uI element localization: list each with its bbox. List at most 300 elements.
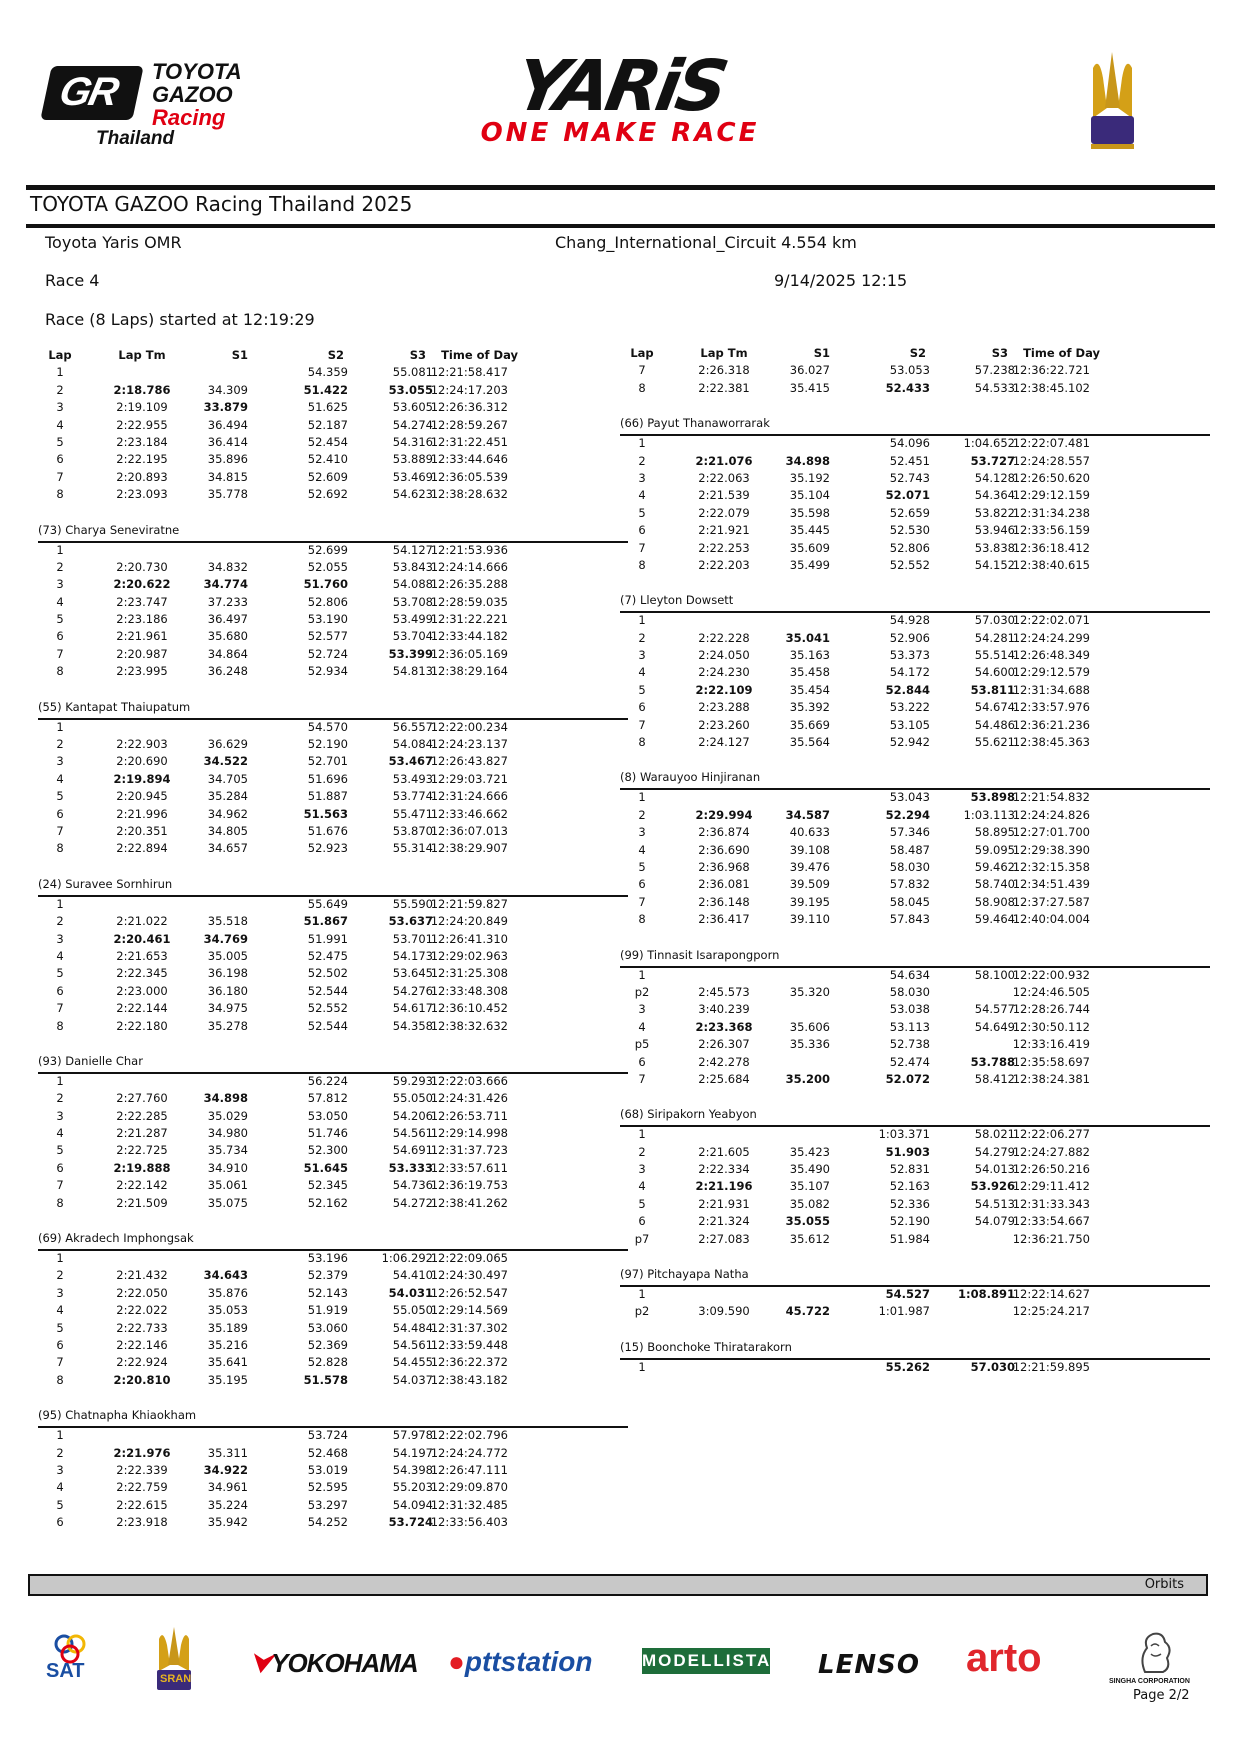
cell-time-of-day: 12:31:37.302	[430, 1320, 508, 1335]
cell-lap-tm: 2:21.076	[695, 453, 753, 468]
cell-time-of-day: 12:36:22.721	[1012, 363, 1090, 378]
cell-lap: 1	[638, 1359, 646, 1374]
cell-lap: 6	[56, 1160, 64, 1175]
cell-s2: 52.906	[889, 630, 930, 645]
cell-s2: 57.346	[889, 825, 930, 840]
cell-time-of-day: 12:22:14.627	[1012, 1287, 1090, 1302]
cell-lap-tm: 2:20.987	[116, 646, 168, 661]
cell-s3: 53.870	[392, 823, 433, 838]
cell-s1: 35.284	[207, 789, 248, 804]
page-title: TOYOTA GAZOO Racing Thailand 2025	[30, 192, 413, 216]
cell-lap: 7	[638, 540, 646, 555]
cell-s2: 57.812	[307, 1091, 348, 1106]
cell-lap-tm: 2:26.318	[698, 363, 750, 378]
cell-s2: 52.692	[307, 487, 348, 502]
cell-s3: 54.736	[392, 1178, 433, 1193]
cell-time-of-day: 12:24:14.666	[430, 559, 508, 574]
cell-lap-tm: 2:22.228	[698, 630, 750, 645]
cell-s2: 52.163	[889, 1179, 930, 1194]
cell-s3: 58.740	[974, 877, 1015, 892]
cell-time-of-day: 12:31:33.343	[1012, 1196, 1090, 1211]
cell-s2: 52.844	[885, 682, 930, 697]
cell-lap: 7	[56, 469, 64, 484]
lap-row	[38, 914, 628, 931]
cell-lap: 2	[56, 1445, 64, 1460]
cell-time-of-day: 12:26:53.711	[430, 1108, 508, 1123]
cell-s1: 45.722	[785, 1304, 830, 1319]
cell-time-of-day: 12:25:24.217	[1012, 1304, 1090, 1319]
cell-s3: 59.095	[974, 842, 1015, 857]
cell-s3: 54.128	[974, 470, 1015, 485]
lap-row	[38, 1019, 628, 1036]
cell-s2: 53.113	[889, 1019, 930, 1034]
cell-time-of-day: 12:36:21.236	[1012, 717, 1090, 732]
cell-lap: 4	[56, 1126, 64, 1141]
cell-lap-tm: 2:23.260	[698, 717, 750, 732]
cell-time-of-day: 12:22:09.065	[430, 1251, 508, 1266]
cell-lap: 4	[638, 1179, 646, 1194]
cell-time-of-day: 12:24:31.426	[430, 1091, 508, 1106]
cell-lap-tm: 2:21.605	[698, 1144, 750, 1159]
report-datetime: 9/14/2025 12:15	[774, 271, 908, 290]
cell-s2: 53.038	[889, 1002, 930, 1017]
cell-s1: 34.962	[207, 806, 248, 821]
cell-s1: 34.657	[207, 841, 248, 856]
cell-lap: 7	[638, 363, 646, 378]
cell-lap: 1	[638, 613, 646, 628]
cell-lap: 4	[638, 1019, 646, 1034]
cell-lap-tm: 2:23.747	[116, 594, 168, 609]
cell-lap-tm: 2:21.921	[698, 523, 750, 538]
cell-lap-tm: 2:20.893	[116, 469, 168, 484]
table-header-row	[38, 348, 628, 365]
column-header-s3: S3	[991, 346, 1008, 360]
cell-time-of-day: 12:24:46.505	[1012, 984, 1090, 999]
cell-s1: 35.200	[785, 1071, 830, 1086]
cell-lap: 3	[56, 1285, 64, 1300]
cell-s2: 53.222	[889, 700, 930, 715]
lap-row	[38, 543, 628, 560]
cell-time-of-day: 12:34:51.439	[1012, 877, 1090, 892]
cell-s1: 35.195	[207, 1372, 248, 1387]
cell-lap-tm: 2:20.690	[116, 754, 168, 769]
cell-time-of-day: 12:29:09.870	[430, 1480, 508, 1495]
cell-s3: 54.276	[392, 983, 433, 998]
cell-s3: 54.084	[392, 737, 433, 752]
cell-s2: 54.570	[307, 719, 348, 734]
cell-time-of-day: 12:26:52.547	[430, 1285, 508, 1300]
cell-s3: 54.410	[392, 1268, 433, 1283]
cell-time-of-day: 12:31:37.723	[430, 1143, 508, 1158]
lap-row	[620, 1360, 1210, 1377]
cell-lap-tm: 2:21.653	[116, 948, 168, 963]
lap-row	[38, 1515, 628, 1532]
cell-time-of-day: 12:33:48.308	[430, 983, 508, 998]
yaris-subtitle: ONE MAKE RACE	[480, 118, 760, 148]
cell-lap-tm: 2:23.093	[116, 487, 168, 502]
cell-s3: 54.513	[974, 1196, 1015, 1211]
cell-s3: 53.499	[392, 612, 433, 627]
cell-lap: 3	[56, 1108, 64, 1123]
cell-s3: 54.088	[392, 577, 433, 592]
cell-lap: 6	[56, 452, 64, 467]
lap-row	[38, 647, 628, 664]
cell-time-of-day: 12:22:06.277	[1012, 1127, 1090, 1142]
cell-s2: 52.369	[307, 1337, 348, 1352]
cell-lap: 8	[56, 1195, 64, 1210]
cell-lap: 4	[56, 948, 64, 963]
cell-lap: 2	[638, 1144, 646, 1159]
cell-time-of-day: 12:24:24.772	[430, 1445, 508, 1460]
cell-lap-tm: 2:22.180	[116, 1018, 168, 1033]
cell-s2: 51.696	[307, 771, 348, 786]
lap-row	[620, 436, 1210, 453]
cell-lap: 6	[56, 1337, 64, 1352]
cell-s2: 52.502	[307, 966, 348, 981]
cell-lap-tm: 2:24.230	[698, 665, 750, 680]
lenso-logo: LENSO	[818, 1650, 920, 1680]
cell-s3: 54.279	[974, 1144, 1015, 1159]
cell-s1: 34.864	[207, 646, 248, 661]
cell-lap: 1	[638, 967, 646, 982]
cell-time-of-day: 12:31:34.688	[1012, 682, 1090, 697]
cell-s2: 54.527	[885, 1287, 930, 1302]
cell-time-of-day: 12:26:48.349	[1012, 648, 1090, 663]
cell-s3: 54.316	[392, 434, 433, 449]
cell-s3: 55.621	[974, 735, 1015, 750]
cell-s3: 53.811	[970, 682, 1015, 697]
cell-s3: 59.462	[974, 859, 1015, 874]
cell-s2: 52.190	[307, 737, 348, 752]
table-header-row	[620, 346, 1210, 363]
cell-s2: 58.030	[889, 984, 930, 999]
cell-lap: 3	[56, 1462, 64, 1477]
cell-lap: 8	[638, 557, 646, 572]
cell-lap: 2	[56, 914, 64, 929]
cell-lap: 5	[56, 434, 64, 449]
yokohama-logo	[250, 1648, 418, 1680]
cell-s1: 36.494	[207, 417, 248, 432]
column-header-s3: S3	[409, 348, 426, 362]
cell-s3: 54.398	[392, 1462, 433, 1477]
cell-time-of-day: 12:21:53.936	[430, 542, 508, 557]
cell-time-of-day: 12:26:50.216	[1012, 1162, 1090, 1177]
cell-lap-tm: 2:22.334	[698, 1162, 750, 1177]
cell-time-of-day: 12:27:01.700	[1012, 825, 1090, 840]
cell-lap: 3	[638, 825, 646, 840]
cell-lap: 6	[56, 806, 64, 821]
cell-lap: 3	[56, 754, 64, 769]
cell-lap-tm: 2:20.461	[113, 931, 171, 946]
cell-time-of-day: 12:29:12.159	[1012, 488, 1090, 503]
cell-lap: 2	[56, 737, 64, 752]
cell-time-of-day: 12:21:58.417	[430, 365, 508, 380]
cell-time-of-day: 12:33:54.667	[1012, 1214, 1090, 1229]
cell-time-of-day: 12:33:56.403	[430, 1515, 508, 1530]
cell-s3: 54.013	[974, 1162, 1015, 1177]
cell-s2: 52.724	[307, 646, 348, 661]
cell-lap-tm: 2:45.573	[698, 984, 750, 999]
column-header-time-of-day: Time of Day	[1023, 346, 1100, 360]
cell-s3: 53.637	[388, 914, 433, 929]
cell-s2: 52.806	[889, 540, 930, 555]
cell-lap: 4	[638, 842, 646, 857]
cell-s2: 55.262	[885, 1359, 930, 1374]
cell-s3: 53.467	[388, 754, 433, 769]
cell-s2: 53.105	[889, 717, 930, 732]
cell-time-of-day: 12:33:16.419	[1012, 1037, 1090, 1052]
lap-row	[38, 789, 628, 806]
cell-lap-tm: 2:18.786	[113, 382, 171, 397]
gr-wordmark	[152, 60, 242, 129]
cell-lap-tm: 2:29.994	[695, 807, 753, 822]
cell-s2: 53.196	[307, 1251, 348, 1266]
lap-row	[38, 1373, 628, 1390]
cell-lap: 3	[638, 1162, 646, 1177]
cell-lap: 8	[638, 912, 646, 927]
cell-s1: 35.189	[207, 1320, 248, 1335]
cell-s2: 51.903	[885, 1144, 930, 1159]
cell-lap: 6	[638, 1214, 646, 1229]
cell-s1: 36.629	[207, 737, 248, 752]
cell-s2: 52.609	[307, 469, 348, 484]
yaris-title: YARiS	[509, 45, 731, 127]
lap-table-left	[38, 348, 628, 1532]
cell-lap: 1	[56, 1428, 64, 1443]
cell-time-of-day: 12:26:41.310	[430, 931, 508, 946]
driver-heading: (68) Siripakorn Yeabyon	[620, 1107, 757, 1122]
driver-heading: (73) Charya Seneviratne	[38, 522, 180, 537]
cell-lap: 1	[56, 1073, 64, 1088]
cell-lap: 8	[56, 841, 64, 856]
cell-s2: 52.552	[307, 1001, 348, 1016]
lap-row	[38, 1143, 628, 1160]
cell-s3: 53.946	[974, 523, 1015, 538]
cell-s1: 34.910	[207, 1160, 248, 1175]
cell-lap: 7	[56, 1001, 64, 1016]
cell-s3: 58.908	[974, 894, 1015, 909]
lap-row	[38, 1321, 628, 1338]
modellista-logo: MODELLISTA	[642, 1648, 770, 1674]
lap-row	[38, 754, 628, 771]
cell-time-of-day: 12:33:57.976	[1012, 700, 1090, 715]
cell-lap: 6	[638, 523, 646, 538]
lap-row	[38, 966, 628, 983]
lap-row	[620, 1162, 1210, 1179]
cell-s3: 54.079	[974, 1214, 1015, 1229]
cell-s2: 51.645	[303, 1160, 348, 1175]
cell-lap-tm: 2:36.874	[698, 825, 750, 840]
lap-row	[620, 895, 1210, 912]
column-header-s1: S1	[813, 346, 830, 360]
cell-s1: 35.598	[789, 505, 830, 520]
cell-s2: 52.552	[889, 557, 930, 572]
cell-s3: 54.173	[392, 948, 433, 963]
cell-s1: 34.309	[207, 382, 248, 397]
lap-row	[38, 595, 628, 612]
cell-lap-tm: 2:22.339	[116, 1462, 168, 1477]
cell-lap: p5	[634, 1037, 650, 1052]
cell-lap: 5	[56, 789, 64, 804]
cell-lap: 7	[638, 894, 646, 909]
cell-lap-tm: 2:21.287	[116, 1126, 168, 1141]
cell-s2: 1:01.987	[878, 1304, 930, 1319]
cell-s3: 57.238	[974, 363, 1015, 378]
cell-lap-tm: 2:21.509	[116, 1195, 168, 1210]
cell-s2: 53.190	[307, 612, 348, 627]
cell-lap: 6	[56, 983, 64, 998]
cell-s2: 52.433	[885, 380, 930, 395]
lap-row	[38, 949, 628, 966]
lap-row	[620, 1020, 1210, 1037]
lap-row	[38, 1303, 628, 1320]
cell-lap-tm: 2:36.081	[698, 877, 750, 892]
toyota-gazoo-racing-logo	[46, 58, 261, 148]
cell-s1: 35.609	[789, 540, 830, 555]
cell-s1: 35.320	[789, 984, 830, 999]
cell-time-of-day: 12:35:58.697	[1012, 1054, 1090, 1069]
cell-s1: 35.458	[789, 665, 830, 680]
arto-logo: arto	[966, 1636, 1042, 1680]
cell-time-of-day: 12:36:21.750	[1012, 1231, 1090, 1246]
class-name: Toyota Yaris OMR	[45, 233, 182, 252]
cell-lap: 1	[56, 719, 64, 734]
cell-s3: 58.100	[974, 967, 1015, 982]
cell-s1: 36.497	[207, 612, 248, 627]
cell-lap-tm: 2:22.345	[116, 966, 168, 981]
cell-time-of-day: 12:30:50.112	[1012, 1019, 1090, 1034]
cell-lap: 4	[56, 417, 64, 432]
cell-s3: 58.021	[974, 1127, 1015, 1142]
cell-lap: 7	[56, 823, 64, 838]
cell-lap: 2	[56, 382, 64, 397]
cell-lap-tm: 2:20.351	[116, 823, 168, 838]
footer-label: Orbits	[1144, 1577, 1184, 1592]
cell-lap: 2	[638, 807, 646, 822]
cell-time-of-day: 12:29:12.579	[1012, 665, 1090, 680]
lap-row	[620, 825, 1210, 842]
cell-lap-tm: 2:19.888	[113, 1160, 171, 1175]
cell-lap: 7	[638, 1071, 646, 1086]
cell-lap: 1	[56, 542, 64, 557]
cell-s2: 53.043	[889, 790, 930, 805]
lap-row	[38, 1161, 628, 1178]
cell-time-of-day: 12:29:03.721	[430, 771, 508, 786]
cell-s2: 52.806	[307, 594, 348, 609]
cell-lap-tm: 2:22.733	[116, 1320, 168, 1335]
driver-heading: (55) Kantapat Thaiupatum	[38, 699, 191, 714]
cell-s1: 35.669	[789, 717, 830, 732]
column-header-time-of-day: Time of Day	[441, 348, 518, 362]
cell-lap: 5	[56, 1320, 64, 1335]
cell-lap: 2	[638, 630, 646, 645]
cell-s3: 57.030	[970, 1359, 1015, 1374]
gr-mark: GR	[55, 70, 121, 114]
cell-s2: 54.634	[889, 967, 930, 982]
lap-row	[620, 843, 1210, 860]
cell-s3: 54.094	[392, 1497, 433, 1512]
cell-s2: 55.649	[307, 896, 348, 911]
cell-s2: 53.724	[307, 1428, 348, 1443]
gr-word-gazoo: GAZOO	[152, 82, 233, 107]
cell-s3: 59.464	[974, 912, 1015, 927]
cell-s1: 36.248	[207, 664, 248, 679]
cell-s1: 39.195	[789, 894, 830, 909]
cell-lap-tm: 2:22.146	[116, 1337, 168, 1352]
cell-s2: 52.072	[885, 1071, 930, 1086]
cell-s1: 34.769	[203, 931, 248, 946]
cell-s1: 35.680	[207, 629, 248, 644]
lap-row	[620, 1232, 1210, 1249]
cell-s3: 55.050	[392, 1091, 433, 1106]
lap-table-right	[620, 346, 1210, 1377]
race-start-info: Race (8 Laps) started at 12:19:29	[45, 310, 315, 329]
cell-s2: 53.050	[307, 1108, 348, 1123]
cell-s1: 35.606	[789, 1019, 830, 1034]
lap-row	[38, 1428, 628, 1445]
cell-s2: 56.224	[307, 1073, 348, 1088]
cell-lap: 3	[638, 470, 646, 485]
lap-row	[620, 613, 1210, 630]
cell-s3: 55.514	[974, 648, 1015, 663]
cell-s3: 57.978	[392, 1428, 433, 1443]
cell-s3: 54.455	[392, 1355, 433, 1370]
cell-time-of-day: 12:29:02.963	[430, 948, 508, 963]
cell-s3: 58.895	[974, 825, 1015, 840]
cell-s2: 52.187	[307, 417, 348, 432]
cell-s3: 55.050	[392, 1303, 433, 1318]
cell-lap: 1	[638, 436, 646, 451]
lap-row	[38, 487, 628, 504]
cell-time-of-day: 12:33:57.611	[430, 1160, 508, 1175]
race-name: Race 4	[45, 271, 100, 290]
lap-row	[38, 577, 628, 594]
cell-time-of-day: 12:32:15.358	[1012, 859, 1090, 874]
cell-lap: p2	[634, 984, 650, 999]
cell-s1: 35.499	[789, 557, 830, 572]
cell-s3: 53.926	[970, 1179, 1015, 1194]
lap-row	[620, 558, 1210, 575]
ptt-flame-icon: ●	[448, 1646, 465, 1677]
cell-time-of-day: 12:28:26.744	[1012, 1002, 1090, 1017]
footer-bar	[28, 1574, 1208, 1596]
cell-lap-tm: 2:23.288	[698, 700, 750, 715]
page-number: Page 2/2	[1133, 1688, 1190, 1703]
cell-lap-tm: 2:26.307	[698, 1037, 750, 1052]
driver-heading: (99) Tinnasit Isarapongporn	[620, 947, 780, 962]
cell-s3: 54.274	[392, 417, 433, 432]
column-header-s2: S2	[909, 346, 926, 360]
lap-row	[620, 1127, 1210, 1144]
cell-time-of-day: 12:38:45.102	[1012, 380, 1090, 395]
cell-lap: 6	[56, 629, 64, 644]
cell-s1: 34.975	[207, 1001, 248, 1016]
cell-lap-tm: 2:22.725	[116, 1143, 168, 1158]
cell-s2: 51.887	[307, 789, 348, 804]
lap-row	[38, 1178, 628, 1195]
cell-s2: 52.300	[307, 1143, 348, 1158]
lap-row	[38, 664, 628, 681]
sat-logo	[42, 1630, 102, 1690]
cell-s2: 51.676	[307, 823, 348, 838]
lap-row	[620, 1072, 1210, 1089]
ptt-text: pttstation	[464, 1646, 593, 1677]
cell-s3: 58.412	[974, 1071, 1015, 1086]
cell-time-of-day: 12:36:22.372	[430, 1355, 508, 1370]
cell-lap-tm: 2:23.368	[695, 1019, 753, 1034]
cell-lap: 6	[638, 877, 646, 892]
cell-time-of-day: 12:24:30.497	[430, 1268, 508, 1283]
